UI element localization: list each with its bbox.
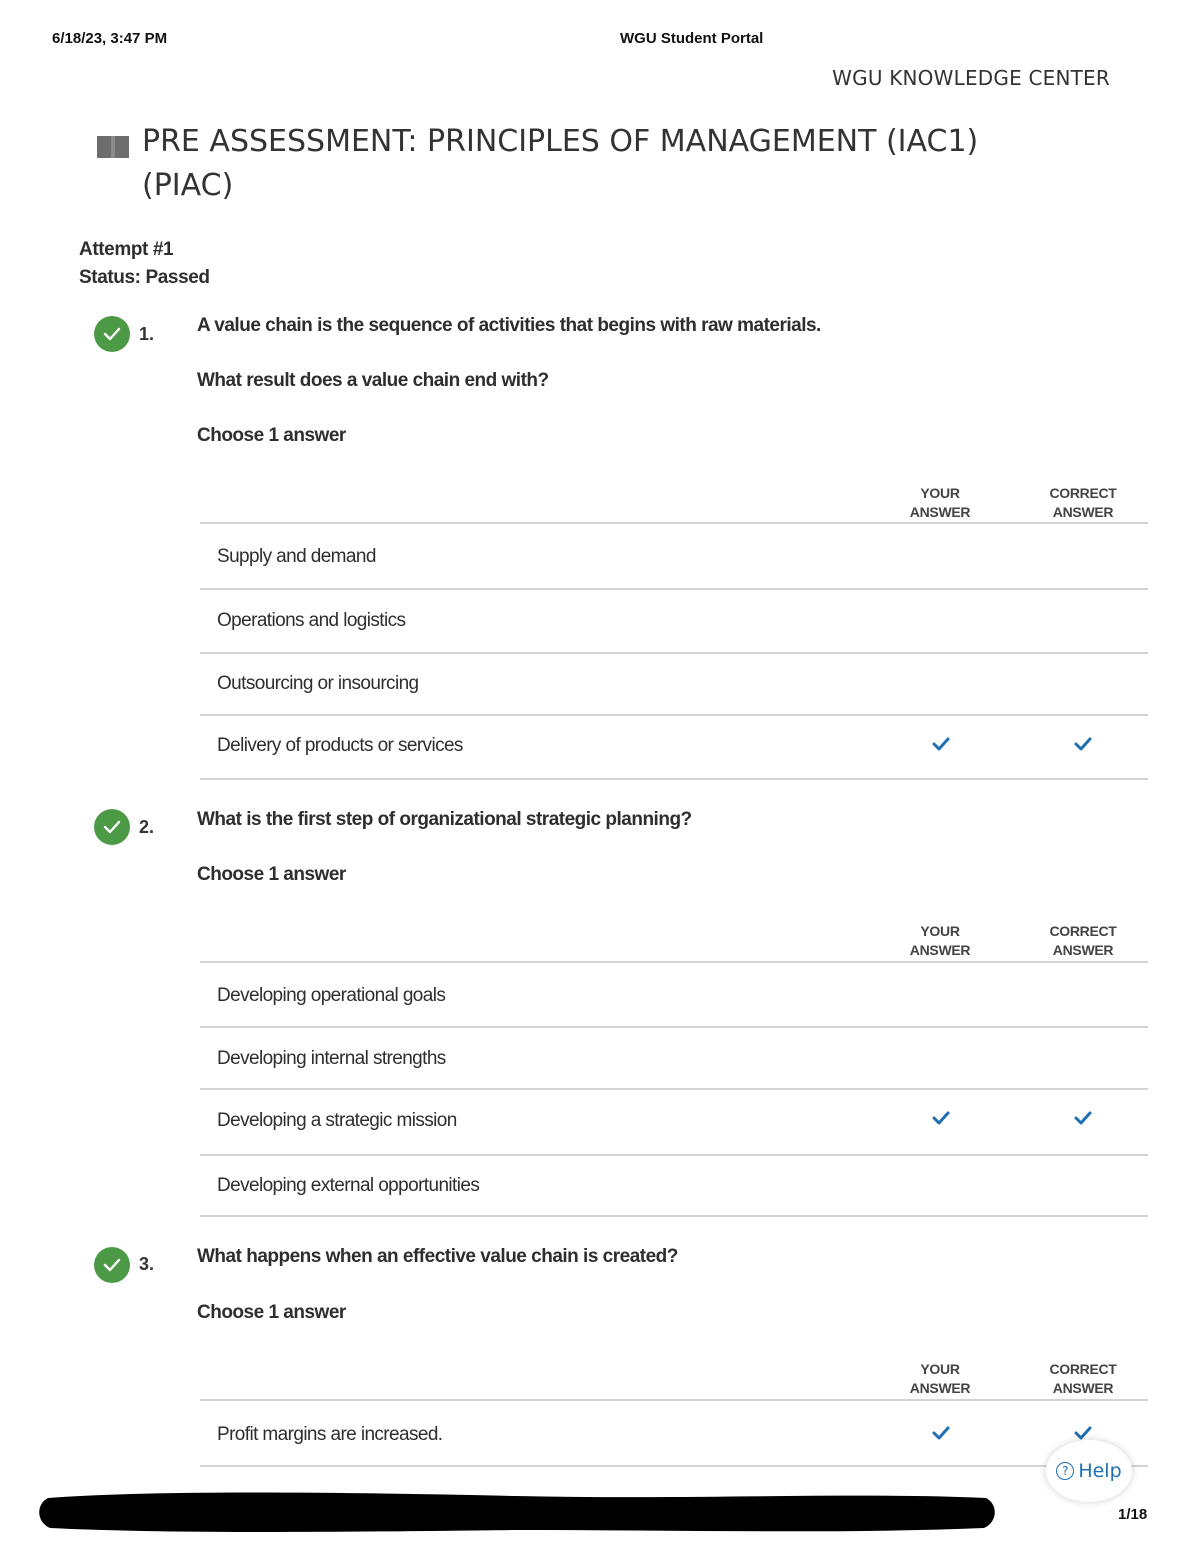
answer-option-text: Delivery of products or services <box>217 735 463 756</box>
answer-option-text: Operations and logistics <box>217 610 406 631</box>
question-stem: What is the first step of organizational strategic planning? <box>197 809 692 830</box>
question-prompt: What result does a value chain end with? <box>197 370 549 391</box>
correct-check-icon <box>94 809 130 845</box>
print-site-title: WGU Student Portal <box>620 30 764 47</box>
correct-check-icon <box>94 316 130 352</box>
attempt-number: Attempt #1 <box>79 239 174 260</box>
correct-answer-check-icon <box>1073 1425 1093 1441</box>
answer-option-row <box>200 1156 1148 1216</box>
your-answer-header: YOUR ANSWER <box>909 485 971 520</box>
attempt-info <box>79 236 210 292</box>
answer-option-text: Supply and demand <box>217 546 376 567</box>
correct-check-icon <box>94 1247 130 1283</box>
table-divider <box>200 1215 1148 1217</box>
redaction-mark <box>36 1486 998 1536</box>
your-answer-check-icon <box>931 736 951 752</box>
knowledge-center-link[interactable]: WGU KNOWLEDGE CENTER <box>832 66 1110 90</box>
choose-instruction: Choose 1 answer <box>197 1302 346 1323</box>
answer-option-text: Developing internal strengths <box>217 1048 446 1069</box>
question-number: 1. <box>139 324 155 344</box>
answer-option-text: Outsourcing or insourcing <box>217 673 419 694</box>
answer-option-row <box>200 716 1148 779</box>
answer-option-row <box>200 1090 1148 1155</box>
question-stem: A value chain is the sequence of activities that begins with raw materials. <box>197 315 821 336</box>
page-title: PRE ASSESSMENT: PRINCIPLES OF MANAGEMENT (IAC1) (PIAC) <box>142 124 979 203</box>
book-icon <box>96 134 130 160</box>
correct-answer-check-icon <box>1073 736 1093 752</box>
correct-answer-header: CORRECT ANSWER <box>1049 923 1117 958</box>
answer-option-text: Developing external opportunities <box>217 1175 480 1196</box>
choose-instruction: Choose 1 answer <box>197 864 346 885</box>
print-datetime: 6/18/23, 3:47 PM <box>52 30 168 47</box>
answer-option-row <box>200 1028 1148 1089</box>
question-number: 2. <box>139 817 155 837</box>
question-stem: What happens when an effective value chain is created? <box>197 1246 678 1267</box>
table-divider <box>200 778 1148 780</box>
answer-option-text: Profit margins are increased. <box>217 1424 443 1445</box>
answer-option-row <box>200 590 1148 653</box>
page-heading <box>96 120 1096 208</box>
table-divider <box>200 1465 1148 1467</box>
answer-option-row <box>200 524 1148 589</box>
your-answer-header: YOUR ANSWER <box>909 1361 971 1396</box>
correct-answer-header: CORRECT ANSWER <box>1049 485 1117 520</box>
your-answer-check-icon <box>931 1425 951 1441</box>
help-label: Help <box>1078 1460 1122 1482</box>
answer-option-row <box>200 1401 1148 1466</box>
attempt-status: Status: Passed <box>79 267 210 288</box>
correct-answer-header: CORRECT ANSWER <box>1049 1361 1117 1396</box>
correct-answer-check-icon <box>1073 1110 1093 1126</box>
choose-instruction: Choose 1 answer <box>197 425 346 446</box>
page-number: 1/18 <box>1118 1506 1148 1523</box>
answer-option-row <box>200 963 1148 1027</box>
question-mark-icon: ? <box>1056 1462 1074 1480</box>
your-answer-header: YOUR ANSWER <box>909 923 971 958</box>
your-answer-check-icon <box>931 1110 951 1126</box>
answer-option-text: Developing a strategic mission <box>217 1110 457 1131</box>
question-number: 3. <box>139 1254 155 1274</box>
answer-option-row <box>200 654 1148 715</box>
help-button[interactable] <box>1046 1440 1132 1502</box>
answer-option-text: Developing operational goals <box>217 985 446 1006</box>
